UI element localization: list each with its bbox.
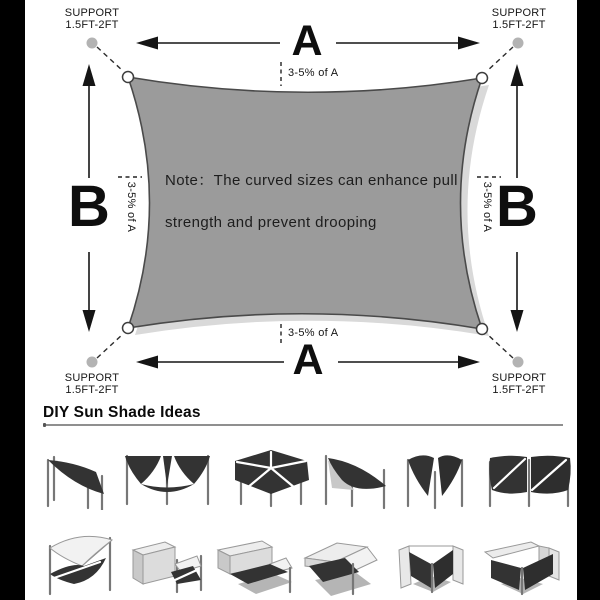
note-text-line1: Note：The curved sizes can enhance pull xyxy=(165,172,458,189)
width-label-bottom: A xyxy=(292,336,324,384)
support-label-line2: 1.5FT-2FT xyxy=(65,18,119,31)
shade-idea-framed-butterfly-sail-icon xyxy=(477,534,565,596)
support-label-line1: SUPPORT xyxy=(64,372,120,384)
note-text-line2: strength and prevent drooping xyxy=(165,214,377,231)
height-label-left: B xyxy=(68,174,110,239)
shade-idea-twin-butterfly-triangles-icon xyxy=(400,446,470,512)
curve-depth-label-bottom: 3-5% of A xyxy=(288,327,339,339)
support-label-line2: 1.5FT-2FT xyxy=(492,18,546,31)
support-label-line2: 1.5FT-2FT xyxy=(65,383,119,396)
ideas-section-heading: DIY Sun Shade Ideas xyxy=(43,404,201,421)
shade-idea-wall-mounted-mini-sail-icon xyxy=(127,534,206,598)
shade-idea-wall-mounted-corner-sail-icon xyxy=(212,534,297,598)
shade-idea-wall-bar-twist-sail-icon xyxy=(301,534,382,598)
shade-idea-double-square-sails-icon xyxy=(482,446,574,512)
curve-depth-label-top: 3-5% of A xyxy=(288,67,339,79)
support-label-line1: SUPPORT xyxy=(491,372,547,384)
support-label-bottom-right xyxy=(484,373,554,396)
shade-idea-hyperbolic-square-sail-icon xyxy=(42,528,118,598)
shade-idea-rectangle-sail-with-cutout-triangles-icon xyxy=(119,448,216,510)
support-label-top-left xyxy=(57,8,127,31)
curve-depth-label-left: 3-5% of A xyxy=(125,181,137,233)
shade-idea-overlapping-triangle-sails-icon xyxy=(318,446,391,510)
support-label-line2: 1.5FT-2FT xyxy=(492,383,546,396)
sail-canvas xyxy=(128,77,482,329)
divider-end-dot xyxy=(43,423,46,427)
width-label-top: A xyxy=(291,17,323,65)
support-label-top-right xyxy=(484,8,554,31)
height-label-right: B xyxy=(496,174,538,239)
shade-idea-triangle-sail-on-poles-icon xyxy=(38,448,110,510)
shade-idea-twin-wall-butterfly-sail-icon xyxy=(393,534,469,596)
support-label-line1: SUPPORT xyxy=(64,7,120,19)
support-label-line1: SUPPORT xyxy=(491,7,547,19)
support-label-bottom-left xyxy=(57,373,127,396)
section-divider xyxy=(44,424,563,426)
shade-idea-hexagon-canopy-icon xyxy=(227,446,315,510)
curve-depth-label-right: 3-5% of A xyxy=(481,181,493,233)
